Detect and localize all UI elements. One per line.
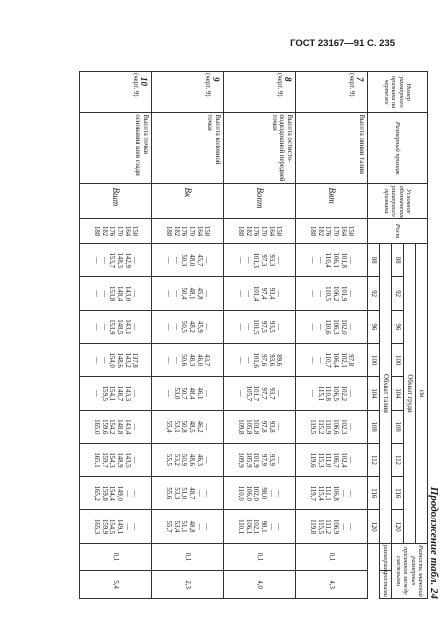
measurement-cell: — 93,4 97,4 101,4 — — <box>224 277 296 310</box>
measurement-cell: — 102,0 106,3 110,6 — — <box>296 310 368 343</box>
table-row <box>296 72 368 599</box>
feature-name: Высота остисто-подвздошной передней точки <box>224 113 296 184</box>
chest-value-header: 108 <box>392 410 404 443</box>
measurement-cell: — 101,8 106,1 110,4 — — <box>296 244 368 277</box>
waist-value-header: 88 <box>368 244 380 277</box>
diff-size-value: 0,1 <box>224 543 296 571</box>
row-number: 10 <box>139 77 149 86</box>
diff-height-value: 4,0 <box>224 571 296 599</box>
diff-size-header: размерами <box>380 543 392 571</box>
row-number: 8 <box>283 77 293 82</box>
drawing-ref: (черт. 9) <box>275 73 283 97</box>
chest-value-header: 104 <box>392 377 404 410</box>
measurement-cell: — 101,9 106,2 110,5 — — <box>296 277 368 310</box>
waist-value-header: 116 <box>368 477 380 510</box>
measurement-cell: — 93,3 97,3 101,3 — — <box>224 244 296 277</box>
measurement-cell: — 102,2 106,5 110,8 115,1 — <box>296 377 368 410</box>
waist-value-header: 120 <box>368 510 380 543</box>
waist-value-header: 96 <box>368 310 380 343</box>
table-row <box>224 72 296 599</box>
chest-value-header: 112 <box>392 443 404 476</box>
row-number: 9 <box>211 77 221 82</box>
height-col-header: Рост <box>368 218 428 243</box>
measurement-cell: — — 98,0 102,0 106,0 110,0 <box>224 477 296 510</box>
measurement-cell: — 93,9 97,9 101,9 105,9 109,9 <box>224 443 296 476</box>
drawing-ref: (черт. 9) <box>347 73 355 97</box>
page-header: ГОСТ 23167—91 С. 235 <box>290 38 395 49</box>
feature-symbol: Вят <box>296 184 368 218</box>
measurement-cell: — — 98,1 102,1 106,1 110,1 <box>224 510 296 543</box>
table-body <box>80 72 368 599</box>
measurement-cell: 43,7 46,0 48,3 50,6 — — <box>152 344 224 377</box>
measurement-cell: — — 48,8 51,1 53,4 55,7 <box>152 510 224 543</box>
waist-value-header: 100 <box>368 344 380 377</box>
diff-height-value: 4,3 <box>296 571 368 599</box>
feature-name: Высота точки основания шеи сзади <box>80 113 152 184</box>
waist-value-header: 104 <box>368 377 380 410</box>
feature-symbol: Вк <box>152 184 224 218</box>
measurement-cell: — 143,5 148,9 154,3 159,7 165,1 <box>80 443 152 476</box>
drawing-ref: (черт. 9) <box>131 73 139 97</box>
measurement-cell: — 93,8 97,8 101,8 105,8 109,8 <box>224 410 296 443</box>
row-number-cell <box>224 72 296 113</box>
chest-value-header: 92 <box>392 277 404 310</box>
height-values: 158 164 170 176 182 188 <box>152 218 224 243</box>
height-values: 158 164 170 176 182 188 <box>296 218 368 243</box>
rotated-table-page <box>48 71 440 599</box>
measurement-cell: — 143,4 148,8 154,2 159,6 165,0 <box>80 410 152 443</box>
continuation-label: Продолжение табл. 24 <box>428 486 440 599</box>
table-row <box>152 72 224 599</box>
drawing-ref: (черт. 9) <box>203 73 211 97</box>
chest-value-header: 120 <box>392 510 404 543</box>
feature-name: Высота коленной точки <box>152 113 224 184</box>
measurement-cell: — 93,7 97,7 101,7 105,7 — <box>224 377 296 410</box>
measurement-cell: — 143,3 148,7 154,1 159,5 — <box>80 377 152 410</box>
chest-value-header: 116 <box>392 477 404 510</box>
height-values: 158 164 170 176 182 188 <box>224 218 296 243</box>
feature-symbol: Вопт <box>224 184 296 218</box>
measurement-cell: — 45,8 48,1 50,4 — — <box>152 277 224 310</box>
row-number-cell <box>152 72 224 113</box>
waist-group-header: Обхват талии <box>380 244 392 544</box>
measurement-cell: — 102,3 106,6 110,9 115,2 119,5 <box>296 410 368 443</box>
diff-height-value: 5,4 <box>80 571 152 599</box>
diff-header: Разность значений размерных признаков между смежными <box>392 543 428 598</box>
measurement-cell: — — 106,8 111,1 115,4 119,7 <box>296 477 368 510</box>
height-values: 158 164 170 176 182 188 <box>80 218 152 243</box>
measurement-cell: — 102,4 106,7 111,0 115,3 119,6 <box>296 443 368 476</box>
measurement-cell: — 45,7 48,0 50,3 — — <box>152 244 224 277</box>
chest-value-header: 96 <box>392 310 404 343</box>
measurement-cell: — 143,0 148,4 153,8 — — <box>80 277 152 310</box>
diff-size-value: 0,1 <box>296 543 368 571</box>
measurement-cell: — 45,9 48,2 50,5 — — <box>152 310 224 343</box>
measurement-cell: — 142,9 148,3 153,7 — — <box>80 244 152 277</box>
row-number-cell <box>80 72 152 113</box>
unit-header: см <box>416 244 428 544</box>
symbol-col-header: Условное обозначение размерного признака <box>368 184 428 218</box>
measurement-cell: — — 149,1 154,5 159,9 165,3 <box>80 510 152 543</box>
measurement-cell: — 93,5 97,5 101,5 — — <box>224 310 296 343</box>
diff-size-value: 0,1 <box>80 543 152 571</box>
measurement-table <box>79 71 428 599</box>
diff-height-value: 2,3 <box>152 571 224 599</box>
measurement-cell: — — 149,0 154,4 159,8 165,2 <box>80 477 152 510</box>
measurement-cell: 89,6 93,6 97,6 101,6 — — <box>224 344 296 377</box>
measurement-cell: — — 48,7 51,0 53,3 55,6 <box>152 477 224 510</box>
measurement-cell: — 46,1 48,4 50,7 53,0 — <box>152 377 224 410</box>
chest-group-header: Обхват груди <box>404 244 416 544</box>
diff-size-value: 0,1 <box>152 543 224 571</box>
table-row <box>80 72 152 599</box>
row-number-cell <box>296 72 368 113</box>
feature-name: Высота линии талии <box>296 113 368 184</box>
measurement-cell: — — 106,9 111,2 115,5 119,8 <box>296 510 368 543</box>
waist-value-header: 108 <box>368 410 380 443</box>
measurement-cell: 137,8 143,2 148,6 154,0 — — <box>80 344 152 377</box>
waist-value-header: 112 <box>368 443 380 476</box>
measurement-cell: 97,8 102,1 106,4 110,7 — — <box>296 344 368 377</box>
chest-value-header: 100 <box>392 344 404 377</box>
number-col-header: Номер размерного признака на чертеже <box>368 72 428 113</box>
measurement-cell: — 46,3 48,6 50,9 53,2 55,5 <box>152 443 224 476</box>
measurement-cell: — 46,2 48,5 50,8 53,1 55,4 <box>152 410 224 443</box>
feature-symbol: Вшт <box>80 184 152 218</box>
waist-value-header: 92 <box>368 277 380 310</box>
chest-value-header: 88 <box>392 244 404 277</box>
feature-col-header: Размерный признак <box>368 113 428 184</box>
diff-height-header: ростами <box>380 571 392 599</box>
row-number: 7 <box>355 77 365 82</box>
measurement-cell: — 143,1 148,5 153,9 — — <box>80 310 152 343</box>
